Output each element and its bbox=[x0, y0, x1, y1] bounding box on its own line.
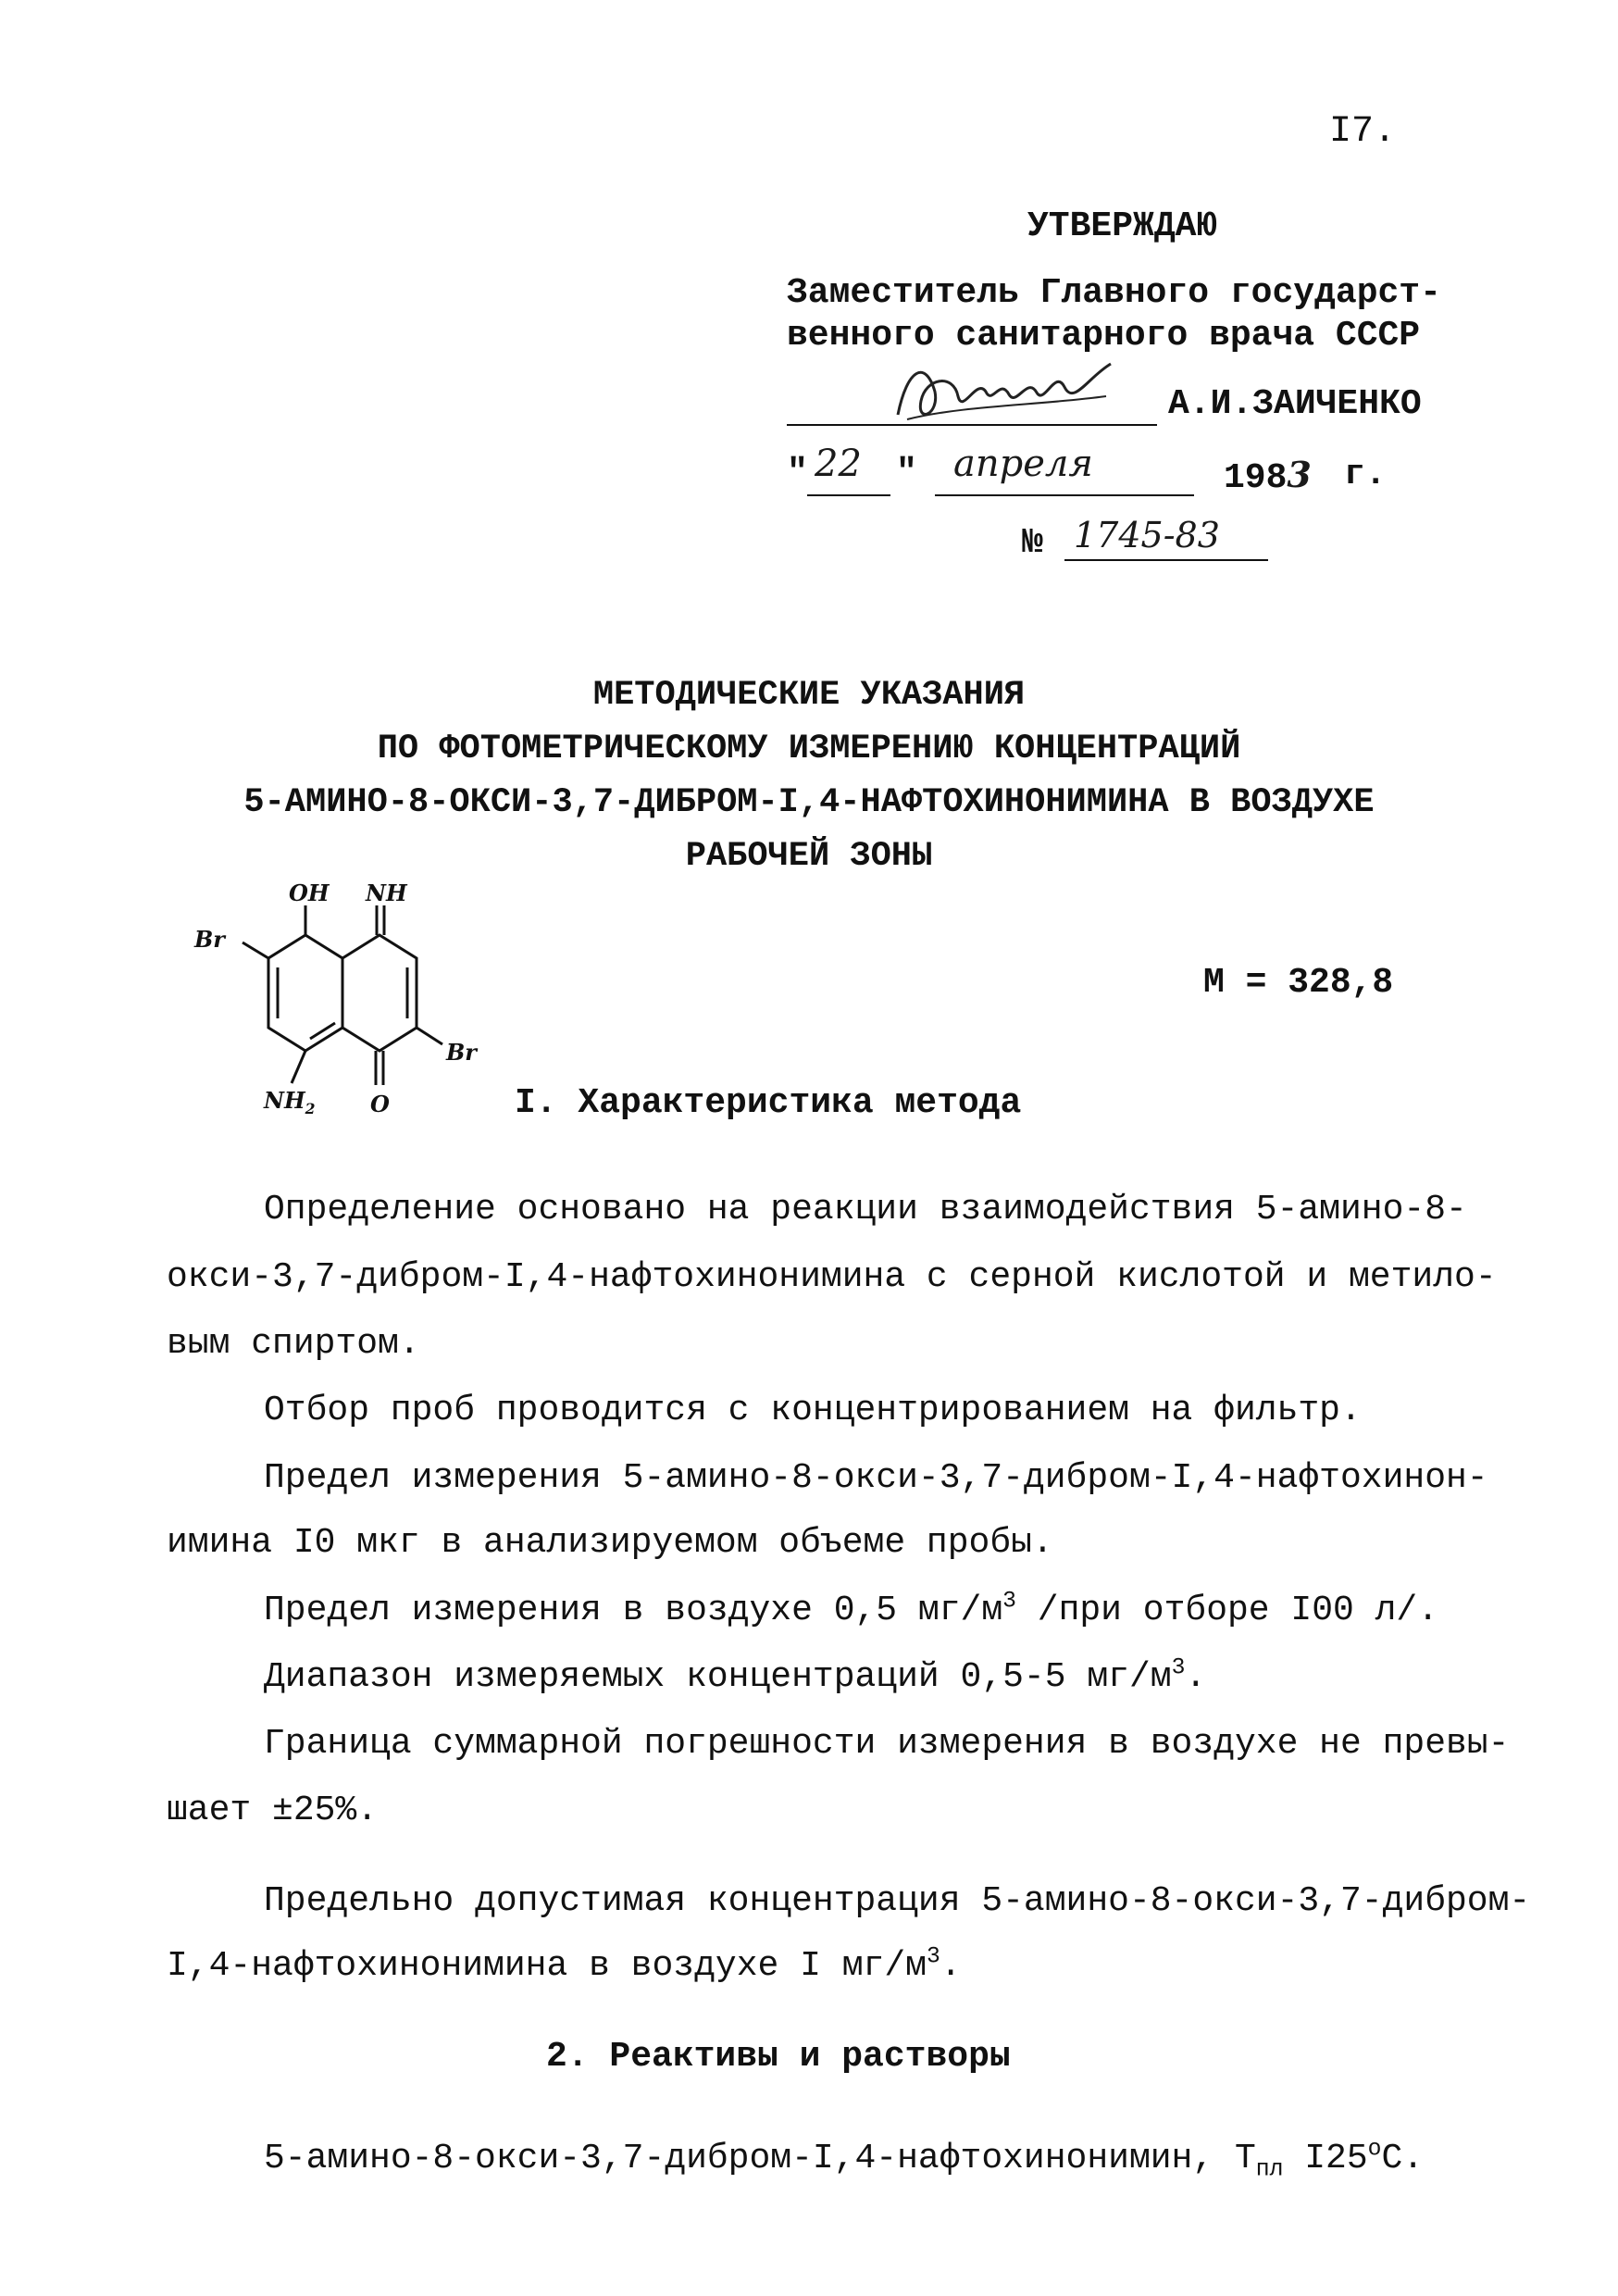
s2-line-temp: I25 bbox=[1283, 2139, 1368, 2178]
s2-line-1 bbox=[264, 2136, 1425, 2183]
s1-p5 bbox=[264, 1654, 1207, 1697]
section-2-heading: 2. Реактивы и растворы bbox=[546, 2037, 1011, 2077]
formula-br-right: Br bbox=[446, 1039, 477, 1066]
title-line-1: МЕТОДИЧЕСКИЕ УКАЗАНИЯ bbox=[592, 676, 1026, 715]
s1-p7-sup: 3 bbox=[926, 1943, 940, 1970]
date-suffix: г. bbox=[1344, 455, 1387, 494]
signature bbox=[889, 350, 1120, 438]
section-1-heading: I. Характеристика метода bbox=[515, 1083, 1022, 1123]
s1-p4-tail: /при отборе I00 л/. bbox=[1015, 1591, 1439, 1630]
formula-o: O bbox=[370, 1091, 390, 1117]
structural-formula bbox=[176, 880, 509, 1148]
s1-p5-tail: . bbox=[1185, 1657, 1207, 1697]
approval-heading: УТВЕРЖДАЮ bbox=[1027, 206, 1218, 246]
s2-line-sub: пл bbox=[1255, 2156, 1284, 2183]
s1-p4-sup: 3 bbox=[1002, 1588, 1016, 1615]
s1-p2: Отбор проб проводится с концентрированием на фильтр. bbox=[264, 1391, 1362, 1430]
s1-p3-line-2: имина I0 мкг в анализируемом объеме пробы. bbox=[167, 1523, 1053, 1563]
s1-p3-line-1: Предел измерения 5-амино-8-окси-3,7-дибром-I,4-нафтохинон- bbox=[264, 1458, 1488, 1498]
s1-p4-text: Предел измерения в воздухе 0,5 мг/м bbox=[264, 1591, 1003, 1630]
formula-nh: NH bbox=[366, 880, 407, 906]
s1-p7-line-1: Предельно допустимая концентрация 5-амино-8-окси-3,7-дибром- bbox=[264, 1881, 1531, 1921]
molar-mass: М = 328,8 bbox=[1203, 963, 1394, 1003]
date-year bbox=[1224, 454, 1312, 500]
number-prefix: № bbox=[1022, 523, 1043, 563]
s1-p4 bbox=[264, 1588, 1439, 1630]
s1-p6-line-2: шает ±25%. bbox=[167, 1791, 379, 1830]
formula-nh2 bbox=[264, 1087, 316, 1117]
date-open-quote: " bbox=[787, 453, 808, 493]
s1-p1-line-2: окси-3,7-дибром-I,4-нафтохинонимина с серной кислотой и метило- bbox=[167, 1257, 1497, 1297]
date-month-underline bbox=[935, 494, 1194, 496]
formula-nh2-sub: 2 bbox=[305, 1099, 316, 1117]
s1-p7-tail: . bbox=[940, 1946, 962, 1986]
s2-line-unit: С. bbox=[1381, 2139, 1425, 2178]
title-line-2: ПО ФОТОМЕТРИЧЕСКОМУ ИЗМЕРЕНИЮ КОНЦЕНТРАЦИЙ bbox=[377, 730, 1241, 768]
s1-p5-sup: 3 bbox=[1171, 1654, 1186, 1681]
registration-number: 1745-83 bbox=[1074, 515, 1220, 555]
formula-oh: OH bbox=[289, 880, 330, 906]
approval-line-1: Заместитель Главного государст- bbox=[787, 273, 1441, 313]
s1-p1-line-3: вым спиртом. bbox=[167, 1324, 420, 1364]
date-month: апреля bbox=[953, 443, 1093, 485]
s1-p6-line-1: Граница суммарной погрешности измерения в воздухе не превы- bbox=[264, 1724, 1510, 1764]
page-number: I7. bbox=[1329, 111, 1397, 153]
date-day-underline bbox=[807, 494, 890, 496]
s1-p7-line-2 bbox=[167, 1943, 962, 1986]
date-close-quote: " bbox=[896, 453, 917, 493]
formula-br-left: Br bbox=[194, 926, 225, 953]
s2-line-degree: о bbox=[1367, 2136, 1382, 2163]
s1-p5-text: Диапазон измеряемых концентраций 0,5-5 мг/м bbox=[264, 1657, 1172, 1697]
s1-p1-line-1: Определение основано на реакции взаимодействия 5-амино-8- bbox=[264, 1190, 1467, 1229]
approver-name: А.И.ЗАИЧЕНКО bbox=[1168, 384, 1422, 424]
approval-line-2: венного санитарного врача СССР bbox=[787, 316, 1421, 356]
s1-p7-text: I,4-нафтохинонимина в воздухе I мг/м bbox=[167, 1946, 927, 1986]
date-day: 22 bbox=[815, 443, 862, 485]
title-line-3: 5-АМИНО-8-ОКСИ-3,7-ДИБРОМ-I,4-НАФТОХИНОНИМИНА В ВОЗДУХЕ bbox=[243, 783, 1375, 822]
title-line-4: РАБОЧЕЙ ЗОНЫ bbox=[685, 837, 933, 876]
s2-line-text: 5-амино-8-окси-3,7-дибром-I,4-нафтохинонимин, Т bbox=[264, 2139, 1256, 2178]
registration-underline bbox=[1064, 559, 1268, 561]
date-year-handwritten: 3 bbox=[1287, 454, 1312, 495]
date-year-printed: 198 bbox=[1224, 458, 1288, 498]
formula-nh2-text: NH bbox=[264, 1087, 305, 1114]
